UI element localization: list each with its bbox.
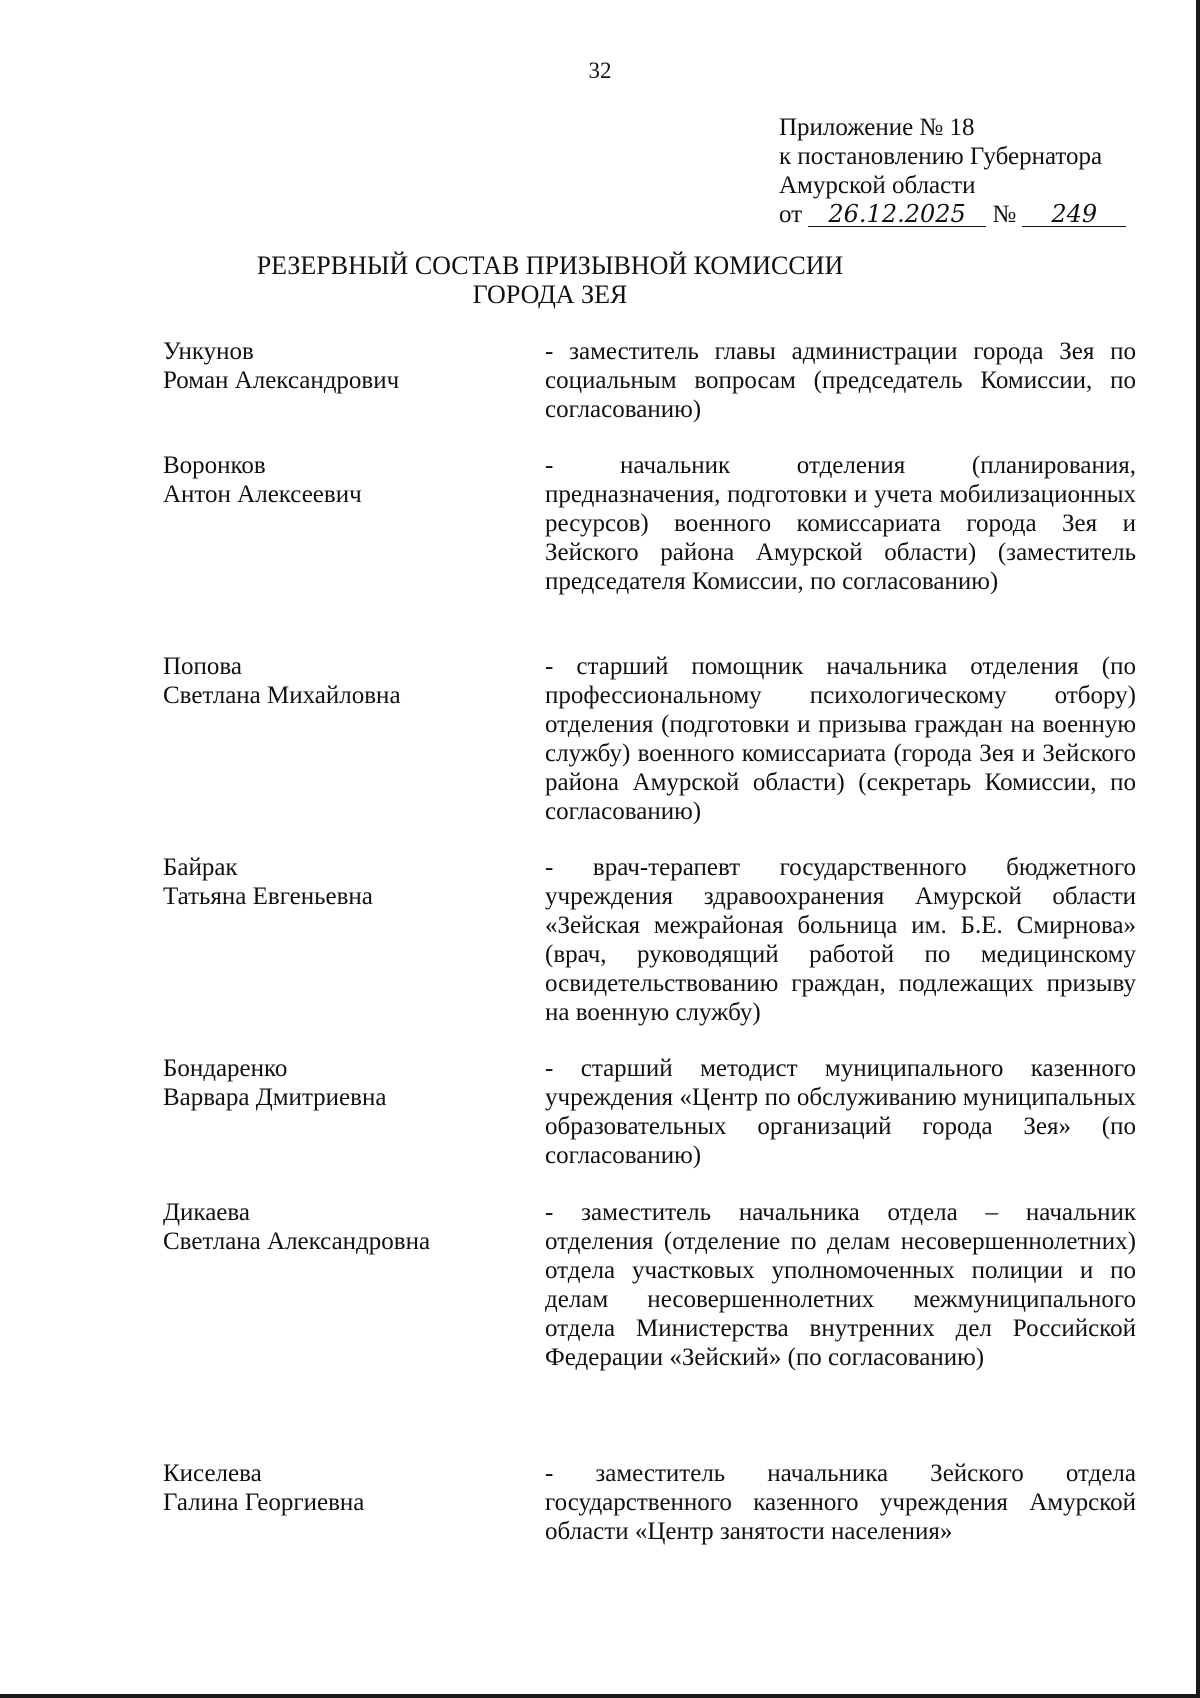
member-surname: Дикаева (163, 1199, 250, 1226)
member-surname: Байрак (163, 854, 238, 881)
member-surname: Бондаренко (163, 1055, 288, 1082)
member-given-names: Татьяна Евгеньевна (163, 883, 373, 910)
appendix-line-2: к постановлению Губернатора (779, 143, 1103, 170)
handwritten-number: 249 (1022, 202, 1126, 227)
member-name (163, 451, 523, 509)
member-role: - заместитель главы администрации города Зея по социальным вопросам (председатель Комиссии, по согласованию) (545, 338, 1136, 423)
member-given-names: Варвара Дмитриевна (163, 1084, 387, 1111)
number-prefix: № (992, 201, 1017, 228)
member-given-names: Антон Алексеевич (163, 481, 362, 508)
member-given-names: Роман Александрович (163, 367, 400, 394)
member-name (163, 1198, 523, 1256)
appendix-line-1: Приложение № 18 (779, 114, 975, 141)
title-line-1: РЕЗЕРВНЫЙ СОСТАВ ПРИЗЫВНОЙ КОМИССИИ (256, 251, 844, 280)
member-given-names: Галина Георгиевна (163, 1489, 365, 1516)
page-number: 32 (588, 58, 612, 83)
document-title (0, 251, 1200, 309)
member-role: - старший помощник начальника отделения (по профессиональному психологическому отбору) отделения (подготовки и призыва граждан на военную службу) военного комиссариата (города Зея и Зейского района Амурской области) (секретарь Комиссии, по согласованию) (545, 653, 1136, 825)
member-name (163, 337, 523, 395)
date-prefix: от (779, 201, 803, 228)
member-surname: Киселева (163, 1460, 262, 1487)
appendix-block (779, 113, 1139, 229)
member-given-names: Светлана Михайловна (163, 682, 401, 709)
member-name (163, 1054, 523, 1112)
handwritten-date: 26.12.2025 (808, 202, 986, 227)
member-role: - врач-терапевт государственного бюджетного учреждения здравоохранения Амурской области «Зейская межрайоная больница им. Б.Е. Смирнова» (врач, руководящий работой по медицинскому освидетельствованию граждан, подлежащих призыву на военную службу) (545, 854, 1136, 1026)
member-role: - начальник отделения (планирования, предназначения, подготовки и учета мобилизационных ресурсов) военного комиссариата города Зея и Зейского района Амурской области) (заместитель председателя Комиссии, по согласованию) (545, 452, 1136, 595)
member-name (163, 1459, 523, 1517)
member-surname: Ункунов (163, 338, 254, 365)
member-name (163, 652, 523, 710)
title-line-2: ГОРОДА ЗЕЯ (472, 280, 628, 309)
appendix-line-3: Амурской области (779, 172, 976, 199)
member-role: - заместитель начальника Зейского отдела государственного казенного учреждения Амурской области «Центр занятости населения» (545, 1460, 1136, 1545)
member-role: - заместитель начальника отдела – начальник отделения (отделение по делам несовершеннолетних) отдела участковых уполномоченных полиции и по делам несовершеннолетних межмуниципального отдела Министерства внутренних дел Российской Федерации «Зейский» (по согласованию) (545, 1199, 1136, 1371)
member-surname: Попова (163, 653, 243, 680)
appendix-date-line (779, 200, 1139, 229)
member-role: - старший методист муниципального казенного учреждения «Центр по обслуживанию муниципальных образовательных организаций города Зея» (по согласованию) (545, 1055, 1136, 1169)
member-surname: Воронков (163, 452, 266, 479)
member-given-names: Светлана Александровна (163, 1228, 431, 1255)
member-name (163, 853, 523, 911)
